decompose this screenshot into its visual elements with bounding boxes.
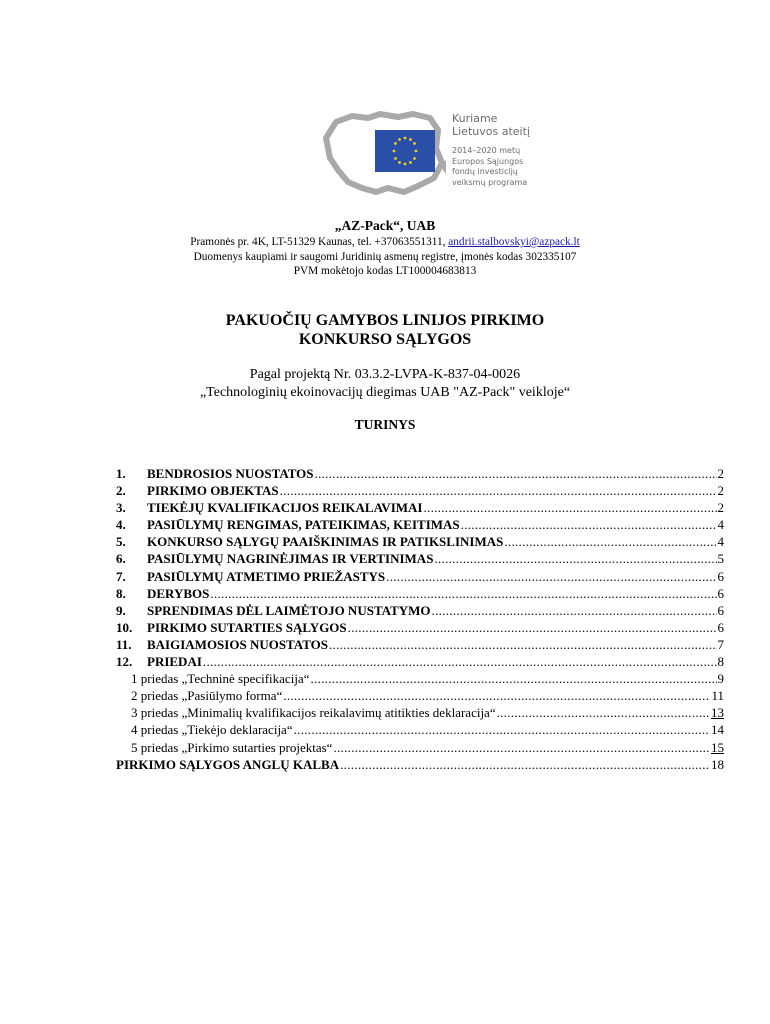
toc-entry[interactable] — [116, 756, 724, 773]
toc-page: 11 — [711, 688, 724, 704]
toc-page: 6 — [717, 585, 724, 601]
toc-title: DERYBOS — [147, 585, 210, 601]
toc-subentry[interactable] — [116, 721, 724, 738]
toc-number: 9. — [116, 602, 126, 618]
toc-title: BAIGIAMOSIOS NUOSTATOS — [147, 636, 328, 652]
toc-entry[interactable] — [116, 653, 724, 670]
toc-page: 2 — [717, 500, 724, 516]
toc-page: 8 — [717, 654, 724, 670]
company-name: „AZ-Pack“, UAB — [334, 218, 436, 233]
toc-title: PRIEDAI — [147, 654, 202, 670]
toc-leader — [431, 602, 717, 619]
toc-entry[interactable] — [116, 550, 724, 567]
toc-page: 13 — [711, 705, 724, 721]
address-text: Pramonės pr. 4K, LT-51329 Kaunas, tel. +37063551311, — [190, 236, 449, 248]
toc-heading: TURINYS — [354, 417, 416, 432]
toc-leader — [460, 516, 717, 533]
toc-title: PIRKIMO SĄLYGOS ANGLŲ KALBA — [116, 756, 340, 772]
toc-page: 4 — [717, 517, 724, 533]
toc-entry[interactable] — [116, 619, 724, 636]
project-number: Pagal projektą Nr. 03.3.2-LVPA-K-837-04-0026 — [249, 367, 521, 382]
document-title — [0, 311, 770, 349]
toc-title: PASIŪLYMŲ RENGIMAS, PATEIKIMAS, KEITIMAS — [147, 517, 460, 533]
toc-leader — [422, 499, 716, 516]
toc-leader — [293, 721, 710, 738]
toc-title: BENDROSIOS NUOSTATOS — [147, 466, 314, 481]
toc-entry[interactable] — [116, 568, 724, 585]
toc-title: PIRKIMO OBJEKTAS — [147, 483, 279, 499]
toc-page: 2 — [717, 483, 724, 499]
toc-leader — [279, 482, 717, 499]
toc-page: 18 — [711, 756, 724, 772]
toc-number: 6. — [116, 551, 126, 567]
logo-text — [452, 112, 530, 188]
toc-leader — [309, 670, 716, 687]
toc-leader — [328, 636, 717, 653]
toc-number: 1. — [116, 466, 126, 481]
toc-annex-title: 2 priedas „Pasiūlymo forma“ — [131, 688, 283, 704]
toc-annex-title: 1 priedas „Techninė specifikacija“ — [131, 671, 310, 687]
toc-number: 12. — [116, 654, 133, 670]
toc-subentry[interactable] — [116, 739, 724, 756]
toc-leader — [209, 585, 716, 602]
toc-number: 11. — [116, 636, 132, 652]
address-line — [0, 235, 770, 250]
toc-page: 6 — [717, 619, 724, 635]
toc-number: 5. — [116, 534, 126, 550]
toc-leader — [503, 533, 716, 550]
toc-entry[interactable] — [116, 516, 724, 533]
toc-leader — [339, 756, 710, 773]
toc-leader — [282, 687, 710, 704]
logo-small-2: Europos Sąjungos — [452, 156, 524, 166]
toc-subentry[interactable] — [116, 704, 724, 721]
logo-small-3: fondų investicijų — [452, 167, 518, 176]
toc-leader — [314, 465, 717, 482]
toc-number: 7. — [116, 568, 126, 584]
toc-entry[interactable] — [116, 602, 724, 619]
logo-small-1: 2014–2020 metų — [452, 146, 521, 155]
toc-page: 6 — [717, 568, 724, 584]
toc-page: 4 — [717, 534, 724, 550]
email-link[interactable]: andrii.stalbovskyi@azpack.lt — [448, 236, 580, 248]
logo-slogan-2: Lietuvos ateitį — [452, 125, 530, 138]
registry-line: Duomenys kaupiami ir saugomi Juridinių asmenų registre, įmonės kodas 302335107 — [193, 250, 577, 263]
toc-annex-title: 3 priedas „Minimalių kvalifikacijos reikalavimų atitikties deklaracija“ — [131, 705, 496, 721]
toc-entry[interactable] — [116, 499, 724, 516]
logo-slogan-1: Kuriame — [452, 112, 498, 125]
toc-number: 3. — [116, 500, 126, 516]
toc-page: 9 — [717, 671, 724, 687]
toc-title: PASIŪLYMŲ NAGRINĖJIMAS IR VERTINIMAS — [147, 551, 434, 567]
toc-entry[interactable] — [116, 585, 724, 602]
toc-title: PIRKIMO SUTARTIES SĄLYGOS — [147, 619, 347, 635]
toc-number: 2. — [116, 483, 126, 499]
toc-number: 10. — [116, 619, 133, 635]
toc-leader — [347, 619, 717, 636]
toc-page: 6 — [717, 602, 724, 618]
vat-line: PVM mokėtojo kodas LT100004683813 — [293, 265, 477, 277]
toc-number: 8. — [116, 585, 126, 601]
toc-entry[interactable] — [116, 465, 724, 482]
toc-title: TIEKĖJŲ KVALIFIKACIJOS REIKALAVIMAI — [147, 500, 423, 516]
toc-page: 14 — [711, 722, 724, 738]
company-details — [0, 235, 770, 279]
toc-annex-title: 5 priedas „Pirkimo sutarties projektas“ — [131, 739, 333, 755]
toc-leader — [433, 550, 716, 567]
toc-leader — [202, 653, 717, 670]
title-line-2: KONKURSO SĄLYGOS — [298, 331, 472, 348]
table-of-contents — [116, 465, 724, 773]
toc-page: 5 — [717, 551, 724, 567]
title-line-1: PAKUOČIŲ GAMYBOS LINIJOS PIRKIMO — [225, 312, 545, 329]
toc-entry[interactable] — [116, 636, 724, 653]
toc-leader — [496, 704, 710, 721]
toc-entry[interactable] — [116, 533, 724, 550]
toc-number: 4. — [116, 517, 126, 533]
toc-title: SPRENDIMAS DĖL LAIMĖTOJO NUSTATYMO — [147, 602, 431, 618]
toc-title: KONKURSO SĄLYGŲ PAAIŠKINIMAS IR PATIKSLINIMAS — [147, 534, 504, 550]
toc-page: 7 — [717, 636, 724, 652]
toc-page: 2 — [717, 466, 724, 481]
project-reference — [0, 366, 770, 402]
toc-leader — [332, 739, 710, 756]
project-name: „Technologinių ekoinovacijų diegimas UAB "AZ-Pack" veikloje“ — [199, 385, 571, 400]
toc-entry[interactable] — [116, 482, 724, 499]
toc-page: 15 — [711, 739, 724, 755]
toc-subentry[interactable] — [116, 687, 724, 704]
toc-title: PASIŪLYMŲ ATMETIMO PRIEŽASTYS — [147, 568, 386, 584]
toc-leader — [385, 568, 716, 585]
logo-small-4: veiksmų programa — [452, 177, 528, 187]
toc-subentry[interactable] — [116, 670, 724, 687]
toc-annex-title: 4 priedas „Tiekėjo deklaracija“ — [131, 722, 293, 738]
